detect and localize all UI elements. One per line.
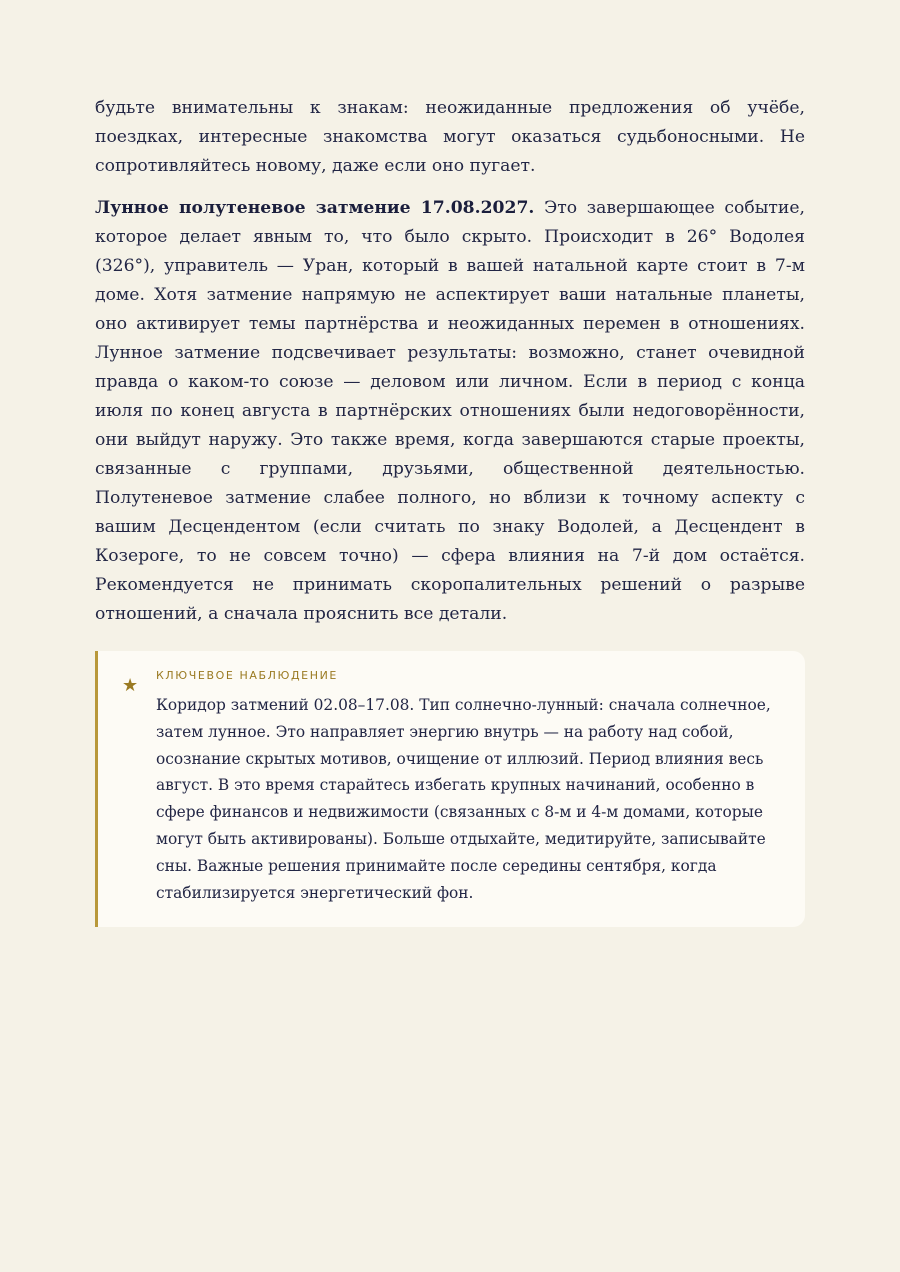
paragraph-lunar-eclipse xyxy=(95,194,805,629)
paragraph-lunar-eclipse-heading: Лунное полутеневое затмение 17.08.2027. xyxy=(95,198,535,218)
document-body xyxy=(95,94,805,927)
callout-label: КЛЮЧЕВОЕ НАБЛЮДЕНИЕ xyxy=(156,669,338,682)
star-icon: ★ xyxy=(122,675,139,696)
paragraph-intro xyxy=(95,94,805,181)
key-observation-callout xyxy=(95,651,805,927)
callout-text: Коридор затмений 02.08–17.08. Тип солнечно-лунный: сначала солнечное, затем лунное. Это направляет энергию внутрь — на работу над собой, осознание скрытых мотивов, очищение от иллюзий. Период влияния весь август. В это время старайтесь избегать крупных начинаний, особенно в сфере финансов и недвижимости (связанных с 8-м и 4-м домами, которые могут быть активированы). Больше отдыхайте, медитируйте, записывайте сны. Важные решения принимайте после середины сентября, когда стабилизируется энергетический фон. xyxy=(156,696,771,902)
paragraph-intro-text: будьте внимательны к знакам: неожиданные предложения об учёбе, поездках, интересные знакомства могут оказаться судьбоносными. Не сопротивляйтесь новому, даже если оно пугает. xyxy=(95,98,805,176)
paragraph-lunar-eclipse-text: Это завершающее событие, которое делает явным то, что было скрыто. Происходит в 26° Водолея (326°), управитель — Уран, который в вашей натальной карте стоит в 7-м доме. Хотя затмение напрямую не аспектирует ваши натальные планеты, оно активирует темы партнёрства и неожиданных перемен в отношениях. Лунное затмение подсвечивает результаты: возможно, станет очевидной правда о каком-то союзе — деловом или личном. Если в период с конца июля по конец августа в партнёрских отношениях были недоговорённости, они выйдут наружу. Это также время, когда завершаются старые проекты, связанные с группами, друзьями, общественной деятельностью. Полутеневое затмение слабее полного, но вблизи к точному аспекту с вашим Десцендентом (если считать по знаку Водолей, а Десцендент в Козероге, то не совсем точно) — сфера влияния на 7-й дом остаётся. Рекомендуется не принимать скоропалительных решений о разрыве отношений, а сначала прояснить все детали. xyxy=(95,198,805,624)
